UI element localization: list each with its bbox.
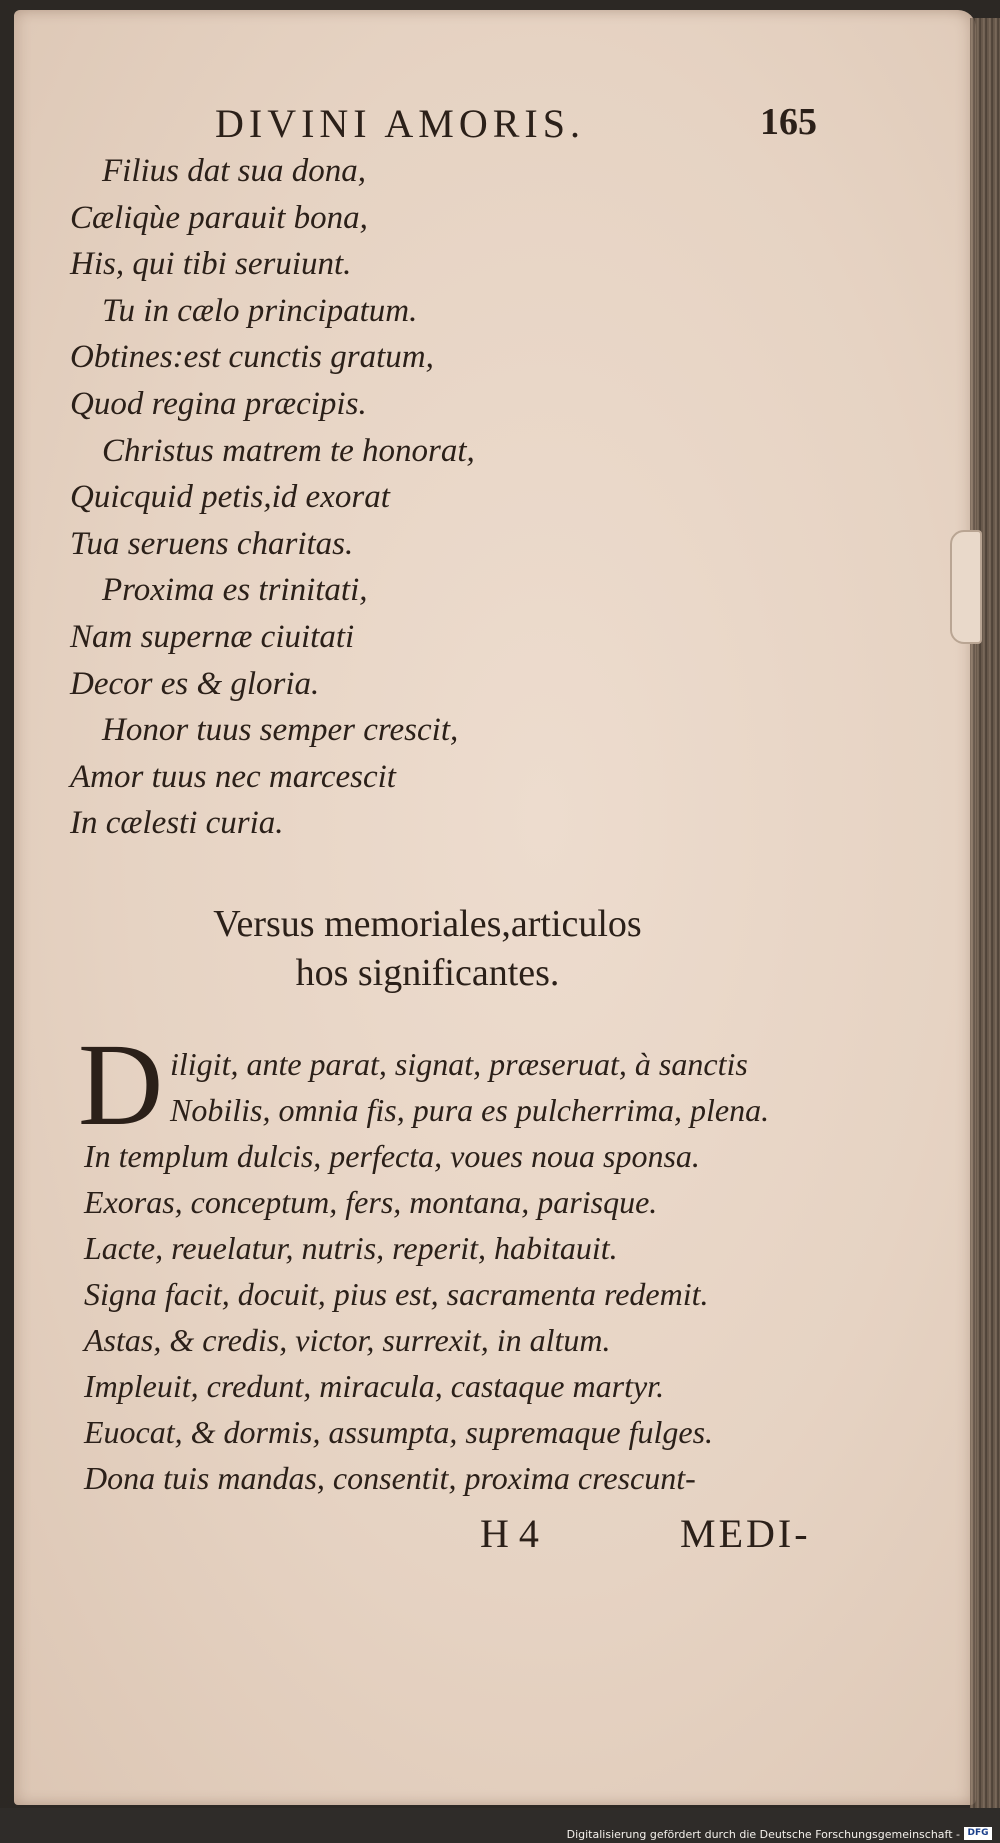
poem-line: Amor tuus nec marcescit xyxy=(70,758,396,795)
verse-line: iligit, ante parat, signat, præseruat, à sanctis xyxy=(170,1046,748,1082)
verse-line: Nobilis, omnia fis, pura es pulcherrima, plena. xyxy=(170,1092,770,1128)
poem-line: Decor es & gloria. xyxy=(70,665,320,702)
verse-line: Signa facit, docuit, pius est, sacramenta redemit. xyxy=(84,1276,709,1312)
poem-line: Filius dat sua dona, xyxy=(102,153,367,189)
section-heading-line-2: hos significantes. xyxy=(295,952,560,994)
dfg-logo: DFG xyxy=(964,1827,992,1840)
memorial-verses xyxy=(84,1041,914,1501)
poem-line: Proxima es trinitati, xyxy=(102,572,368,609)
poem-block xyxy=(70,148,670,847)
poem-line: Tu in cælo principatum. xyxy=(102,292,418,329)
poem-line: In cælesti curia. xyxy=(70,805,284,842)
section-heading xyxy=(0,900,855,998)
section-heading-line-1: Versus memoriales,articulos xyxy=(213,903,642,945)
poem-line: Obtines:est cunctis gratum, xyxy=(70,339,434,376)
drop-initial: D xyxy=(78,1019,164,1150)
signature-mark: H 4 xyxy=(480,1511,539,1556)
poem-line: Quod regina præcipis. xyxy=(70,385,367,422)
poem-line: His, qui tibi seruiunt. xyxy=(70,246,352,283)
poem-line: Cæliqùe parauit bona, xyxy=(70,199,368,236)
verse-line: Astas, & credis, victor, surrexit, in altum. xyxy=(84,1322,611,1358)
verse-line: Lacte, reuelatur, nutris, reperit, habitauit. xyxy=(84,1230,618,1266)
verse-line: In templum dulcis, perfecta, voues noua sponsa. xyxy=(84,1138,700,1174)
verse-line: Dona tuis mandas, consentit, proxima crescunt- xyxy=(84,1460,696,1496)
poem-line: Christus matrem te honorat, xyxy=(102,432,475,469)
verse-line: Exoras, conceptum, fers, montana, parisque. xyxy=(84,1184,658,1220)
verse-line: Euocat, & dormis, assumpta, supremaque fulges. xyxy=(84,1414,714,1450)
catchword: MEDI- xyxy=(680,1511,811,1556)
page-edges xyxy=(970,18,1000,1818)
poem-line: Quicquid petis,id exorat xyxy=(70,479,390,516)
poem-line: Nam supernæ ciuitati xyxy=(70,618,355,655)
poem-line: Honor tuus semper crescit, xyxy=(102,712,459,749)
page-tab-marker xyxy=(950,530,982,644)
page-number: 165 xyxy=(760,101,817,143)
digitization-credit: Digitalisierung gefördert durch die Deutsche Forschungsgemeinschaft - xyxy=(566,1828,960,1841)
poem-line: Tua seruens charitas. xyxy=(70,525,354,562)
verse-line: Impleuit, credunt, miracula, castaque martyr. xyxy=(84,1368,665,1404)
running-head: DIVINI AMORIS. xyxy=(215,101,585,146)
